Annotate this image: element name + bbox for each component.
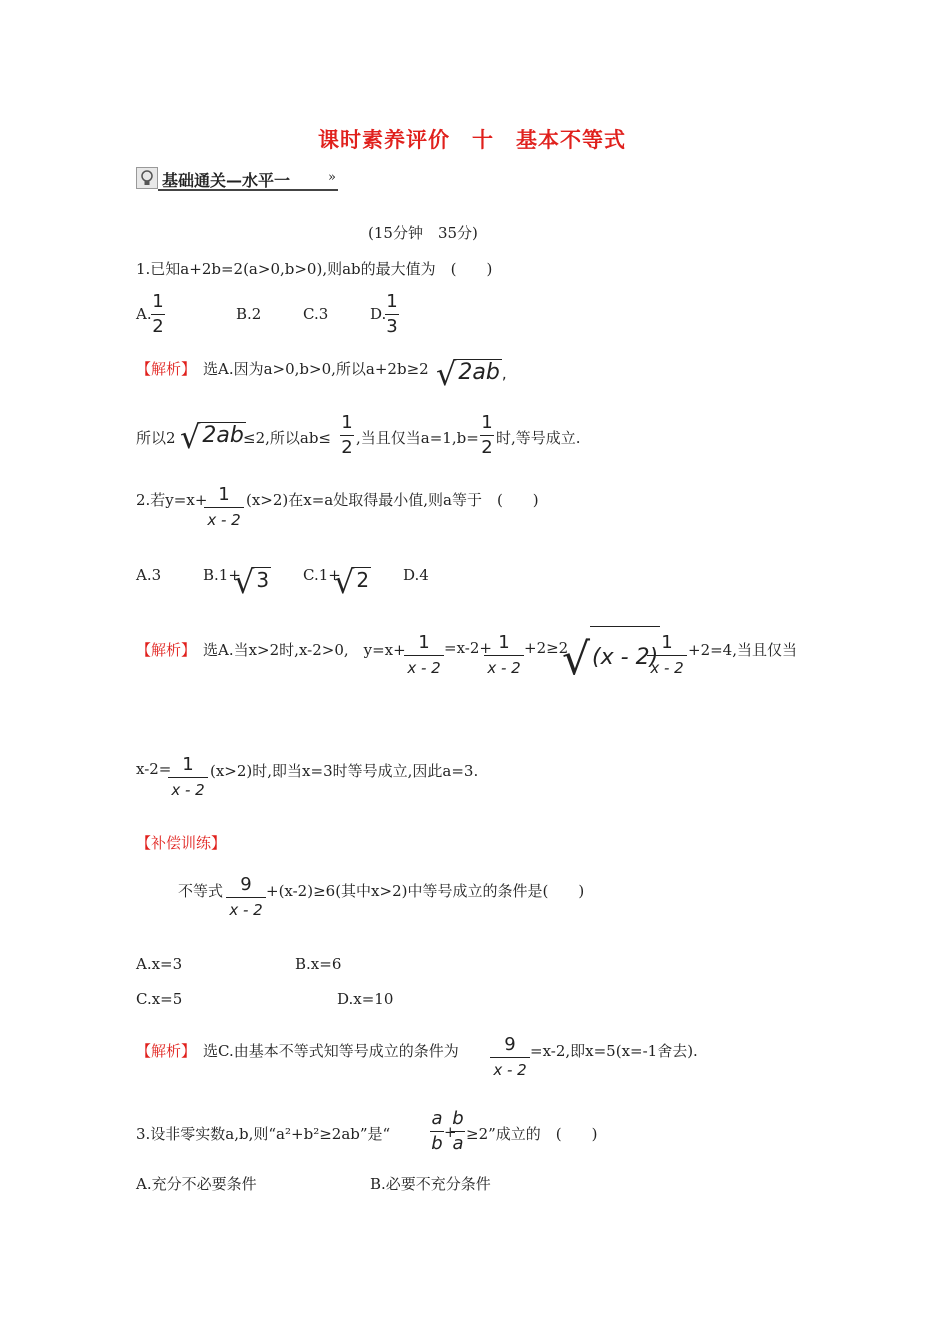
comp-solution-fraction: 9 x - 2 [490,1034,530,1081]
comp-stem-fraction: 9 x - 2 [226,874,266,921]
q2-stem-fraction: 1 x - 2 [204,484,244,531]
q2-jiexi-label: 【解析】 [136,641,197,659]
q2-solution-b: =x-2+ [444,639,492,657]
section-badge: 基础通关—水平一 [162,171,291,190]
q2-option-c: C.1+ [303,566,341,584]
q1-option-d: D. [370,305,387,323]
q3-fraction-b-over-a: b a [452,1108,464,1154]
q1-solution-line2c: ,当且仅当a=1,b= [356,429,479,447]
q2-solution-d: +2=4,当且仅当 [688,641,797,659]
q2-stem-b: (x>2)在x=a处取得最小值,则a等于 ( ) [246,491,539,509]
q2-option-c-sqrt: √ 2 [334,563,370,601]
comp-solution-a: 选C.由基本不等式知等号成立的条件为 [203,1042,459,1060]
comp-jiexi-label: 【解析】 [136,1042,197,1060]
q1-sqrt-2ab-2: √2ab [180,418,244,456]
comp-stem-a: 不等式 [178,882,224,900]
q1-half-fraction: 1 2 [341,412,353,458]
q1-stem: 1.已知a+2b=2(a>0,b>0),则ab的最大值为 ( ) [136,260,493,278]
q1-option-a: A. [136,305,152,323]
q1-option-c: C.3 [303,305,329,323]
q3-fraction-a-over-b: a b [431,1108,443,1154]
q1-jiexi-label: 【解析】 [136,360,197,378]
q2-solution2-b: (x>2)时,即当x=3时等号成立,因此a=3. [210,762,479,780]
q3-stem-b: ≥2”成立的 ( ) [466,1125,598,1143]
q1-solution-line2d: 时,等号成立. [496,429,581,447]
q2-solution-fraction3: 1 x - 2 [647,632,687,679]
q2-solution-c: +2≥2 [524,639,569,657]
q1-solution-line2b: ≤2,所以ab≤ [243,429,331,447]
q1-sqrt-2ab: √2ab , [436,355,507,393]
q3-stem-a: 3.设非零实数a,b,则“a²+b²≥2ab”是“ [136,1125,391,1143]
q2-option-b: B.1+ [203,566,241,584]
comp-option-c: C.x=5 [136,990,183,1008]
lightbulb-icon [136,167,158,189]
comp-solution-b: =x-2,即x=5(x=-1舍去). [530,1042,698,1060]
q3-plus: + [444,1123,457,1141]
page-title: 课时素养评价 十 基本不等式 [318,128,626,152]
q2-solution-sqrt: √(x - 2) [562,626,660,685]
q1-option-d-fraction: 1 3 [386,291,398,337]
comp-option-a: A.x=3 [136,955,183,973]
q1-half-fraction-2: 1 2 [481,412,493,458]
q2-solution-fraction2: 1 x - 2 [484,632,524,679]
q2-option-b-sqrt: √ 3 [234,563,270,601]
q2-option-a: A.3 [136,566,162,584]
comp-label: 【补偿训练】 [136,834,227,852]
section-header [136,167,346,189]
q1-solution-line1: 选A.因为a>0,b>0,所以a+2b≥2 [203,360,429,378]
q1-option-a-fraction: 1 2 [152,291,164,337]
q2-solution-a: 选A.当x>2时,x-2>0, y=x+ [203,641,406,659]
comp-option-b: B.x=6 [295,955,342,973]
comp-stem-b: +(x-2)≥6(其中x>2)中等号成立的条件是( ) [266,882,585,900]
q1-option-b: B.2 [236,305,262,323]
chevron-double-icon: » [328,170,336,185]
q2-solution2-fraction: 1 x - 2 [168,754,208,801]
q3-option-b: B.必要不充分条件 [370,1175,491,1193]
q1-solution-line2a: 所以2 [136,429,176,447]
q3-option-a: A.充分不必要条件 [136,1175,257,1193]
q2-option-d: D.4 [403,566,429,584]
q2-solution2-a: x-2= [136,760,172,778]
q2-stem-a: 2.若y=x+ [136,491,208,509]
comp-option-d: D.x=10 [337,990,394,1008]
q2-solution-fraction1: 1 x - 2 [404,632,444,679]
time-note: (15分钟 35分) [368,224,478,242]
